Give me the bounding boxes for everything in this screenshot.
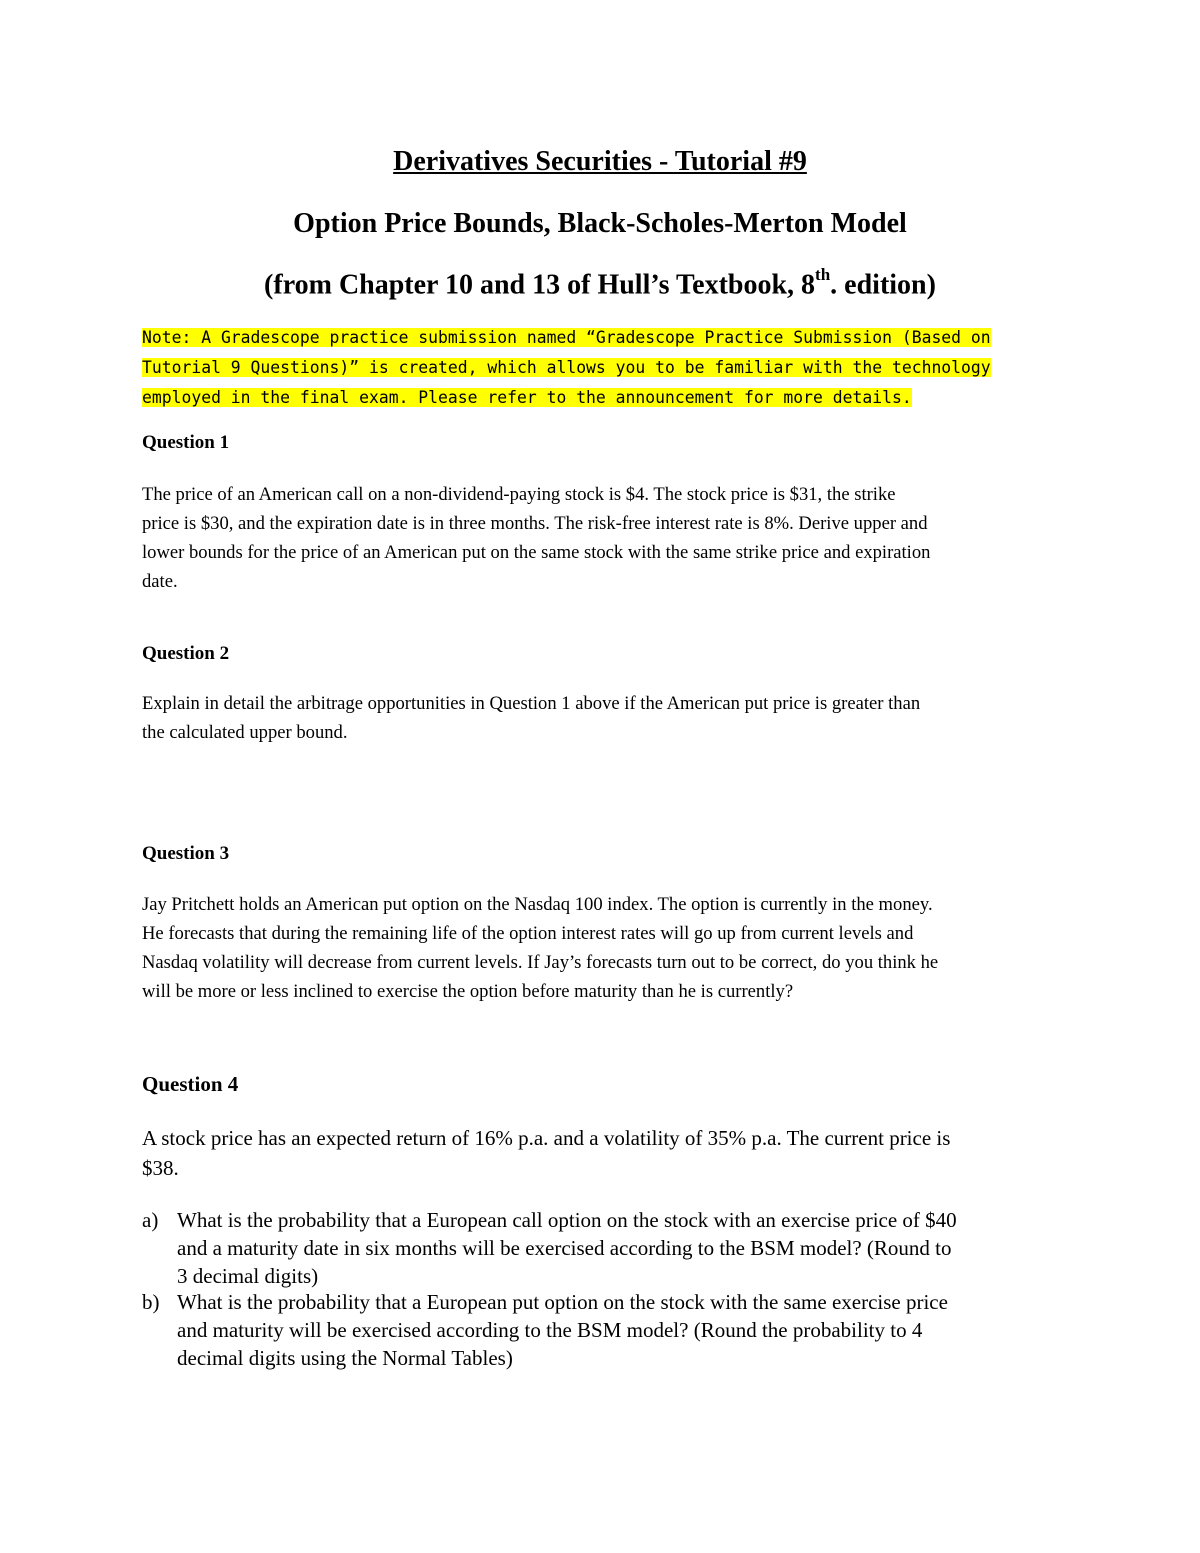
question-3-text: Jay Pritchett holds an American put option on the Nasdaq 100 index. The option is currently in the money. He forecasts that during the remaining life of the option interest rates will go up from current levels and Nasdaq volatility will decrease from current levels. If Jay’s forecasts turn out to be correct, do you think he will be more or less inclined to exercise the option before maturity than he is currently? [142, 894, 939, 1002]
question-4-text: A stock price has an expected return of 16% p.a. and a volatility of 35% p.a. The current price is $38. [142, 1126, 951, 1180]
part-a-label: a) [142, 1208, 159, 1232]
question-2-text: Explain in detail the arbitrage opportunities in Question 1 above if the American put price is greater than the calculated upper bound. [142, 693, 921, 743]
note-highlight: Note: A Gradescope practice submission named “Gradescope Practice Submission (Based on Tutorial 9 Questions)” is created, which allows you to be familiar with the technology employed in the final exam. Please refer to the announcement for more details. [142, 328, 991, 407]
source-line [0, 265, 1200, 301]
question-3-heading: Question 3 [142, 843, 230, 864]
question-4-heading: Question 4 [142, 1072, 239, 1096]
question-1-heading: Question 1 [142, 432, 230, 453]
part-a-text: What is the probability that a European call option on the stock with an exercise price of $40 and a maturity date in six months will be exercised according to the BSM model? (Round to 3 decimal digits) [177, 1208, 957, 1288]
question-2-heading: Question 2 [142, 643, 230, 664]
question-1-text: The price of an American call on a non-dividend-paying stock is $4. The stock price is $31, the strike price is $30, and the expiration date is in three months. The risk-free interest rate is 8%. Derive upper and lower bounds for the price of an American put on the same stock with the same strike price and expiration date. [142, 484, 931, 592]
part-b-text: What is the probability that a European put option on the stock with the same exercise price and maturity will be exercised according to the BSM model? (Round the probability to 4 decimal digits using the Normal Tables) [177, 1290, 948, 1370]
document-title: Derivatives Securities - Tutorial #9 [393, 146, 807, 177]
source-line-prefix: (from Chapter 10 and 13 of Hull’s Textbook, 8 [264, 269, 816, 301]
part-b-label: b) [142, 1290, 160, 1314]
document-subtitle: Option Price Bounds, Black-Scholes-Merton Model [293, 208, 907, 239]
gradescope-note [142, 323, 1072, 413]
source-line-suffix: . edition) [830, 269, 936, 301]
source-line-superscript: th [815, 265, 831, 284]
